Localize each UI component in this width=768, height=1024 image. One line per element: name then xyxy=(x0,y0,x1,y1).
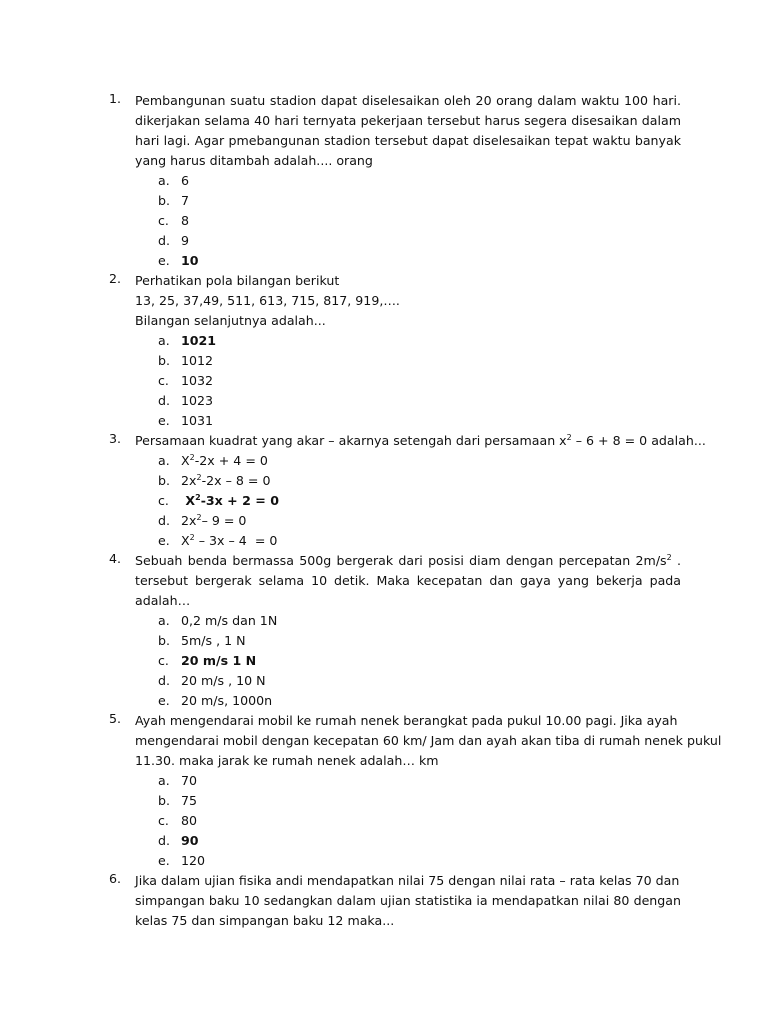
text-segment: X xyxy=(181,493,196,508)
question-number: 2. xyxy=(109,271,122,286)
question-text xyxy=(135,711,722,871)
option-d xyxy=(158,511,681,531)
option-letter: e. xyxy=(158,253,170,268)
question-line: Pembangunan suatu stadion dapat diselesaikan oleh 20 orang dalam waktu 100 hari. xyxy=(135,93,681,108)
option-letter: e. xyxy=(158,693,170,708)
option-letter: c. xyxy=(158,653,169,668)
option-b xyxy=(158,351,681,371)
question-line: adalah… xyxy=(135,593,191,608)
option-text: 80 xyxy=(181,813,198,828)
option-letter: e. xyxy=(158,413,170,428)
option-text: 90 xyxy=(181,833,199,848)
option-e xyxy=(158,851,681,871)
option-d xyxy=(158,831,681,851)
question-text xyxy=(135,271,681,431)
text-segment: -3x + 2 = 0 xyxy=(200,493,279,508)
question-text xyxy=(135,551,681,711)
superscript: 2 xyxy=(196,513,202,522)
option-b xyxy=(158,471,681,491)
text-segment: -2x – 8 = 0 xyxy=(201,473,271,488)
option-text: 120 xyxy=(181,853,206,868)
option-text: 1023 xyxy=(181,393,214,408)
option-text: 20 m/s 1 N xyxy=(181,653,257,668)
question-line: Bilangan selanjutnya adalah... xyxy=(135,313,326,328)
option-letter: b. xyxy=(158,473,170,488)
option-d xyxy=(158,391,681,411)
option-b xyxy=(158,191,681,211)
option-letter: d. xyxy=(158,233,170,248)
option-a xyxy=(158,771,681,791)
option-c xyxy=(158,211,681,231)
option-text: 70 xyxy=(181,773,198,788)
text-segment: X xyxy=(181,533,190,548)
option-text xyxy=(181,473,270,488)
option-text xyxy=(181,533,277,548)
question-number: 3. xyxy=(109,431,122,446)
option-text: 1031 xyxy=(181,413,214,428)
question-number: 6. xyxy=(109,871,122,886)
option-letter: a. xyxy=(158,173,170,188)
option-c xyxy=(158,651,681,671)
option-letter: c. xyxy=(158,493,169,508)
question-line: dikerjakan selama 40 hari ternyata pekerjaan tersebut harus segera disesaikan dalam xyxy=(135,113,681,128)
text-segment: Persamaan kuadrat yang akar – akarnya setengah dari persamaan x xyxy=(135,433,567,448)
text-segment: X xyxy=(181,453,190,468)
option-letter: a. xyxy=(158,773,170,788)
superscript: 2 xyxy=(566,433,572,442)
question-line: yang harus ditambah adalah.... orang xyxy=(135,153,373,168)
question-line xyxy=(135,431,706,451)
option-text: 7 xyxy=(181,193,190,208)
option-letter: c. xyxy=(158,813,169,828)
option-c xyxy=(158,371,681,391)
option-letter: c. xyxy=(158,373,169,388)
option-text: 75 xyxy=(181,793,198,808)
option-text: 6 xyxy=(181,173,190,188)
question-1 xyxy=(109,91,681,271)
question-line: simpangan baku 10 sedangkan dalam ujian statistika ia mendapatkan nilai 80 dengan xyxy=(135,893,681,908)
question-number: 1. xyxy=(109,91,122,106)
option-b xyxy=(158,791,681,811)
question-4 xyxy=(109,551,681,711)
option-letter: d. xyxy=(158,513,170,528)
text-segment: – 3x – 4 = 0 xyxy=(194,533,278,548)
option-e xyxy=(158,531,681,551)
question-line: Jika dalam ujian fisika andi mendapatkan nilai 75 dengan nilai rata – rata kelas 70 dan xyxy=(135,873,680,888)
question-line: hari lagi. Agar pmebangunan stadion tersebut dapat diselesaikan tepat waktu banyak xyxy=(135,133,681,148)
option-letter: b. xyxy=(158,193,170,208)
question-text xyxy=(135,431,706,551)
question-2 xyxy=(109,271,681,431)
option-text: 9 xyxy=(181,233,190,248)
question-line: tersebut bergerak selama 10 detik. Maka kecepatan dan gaya yang bekerja pada xyxy=(135,573,681,588)
option-e xyxy=(158,691,681,711)
option-letter: e. xyxy=(158,853,170,868)
option-text: 0,2 m/s dan 1N xyxy=(181,613,278,628)
question-text xyxy=(135,91,681,271)
option-a xyxy=(158,451,681,471)
option-text: 20 m/s , 10 N xyxy=(181,673,266,688)
option-letter: a. xyxy=(158,453,170,468)
option-letter: c. xyxy=(158,213,169,228)
option-b xyxy=(158,631,681,651)
text-segment: -2x + 4 = 0 xyxy=(194,453,268,468)
option-text: 20 m/s, 1000n xyxy=(181,693,273,708)
text-segment: 2x xyxy=(181,513,197,528)
option-text: 5m/s , 1 N xyxy=(181,633,246,648)
option-letter: a. xyxy=(158,613,170,628)
option-text xyxy=(181,493,279,508)
question-line: 13, 25, 37,49, 511, 613, 715, 817, 919,…. xyxy=(135,293,400,308)
superscript: 2 xyxy=(189,533,195,542)
option-text: 1032 xyxy=(181,373,214,388)
option-c xyxy=(158,811,681,831)
question-number: 4. xyxy=(109,551,122,566)
question-line: Ayah mengendarai mobil ke rumah nenek berangkat pada pukul 10.00 pagi. Jika ayah xyxy=(135,713,678,728)
question-number: 5. xyxy=(109,711,122,726)
option-c xyxy=(158,491,681,511)
question-6 xyxy=(109,871,681,931)
option-e xyxy=(158,251,681,271)
text-segment: 2x xyxy=(181,473,197,488)
option-text: 10 xyxy=(181,253,199,268)
option-letter: b. xyxy=(158,353,170,368)
option-letter: d. xyxy=(158,393,170,408)
option-d xyxy=(158,671,681,691)
question-3 xyxy=(109,431,706,551)
option-text: 1012 xyxy=(181,353,214,368)
question-5 xyxy=(109,711,722,871)
question-line: kelas 75 dan simpangan baku 12 maka... xyxy=(135,913,395,928)
option-letter: b. xyxy=(158,633,170,648)
question-line: 11.30. maka jarak ke rumah nenek adalah… km xyxy=(135,753,439,768)
question-line xyxy=(135,551,681,571)
option-d xyxy=(158,231,681,251)
option-a xyxy=(158,611,681,631)
question-text xyxy=(135,871,681,931)
option-letter: a. xyxy=(158,333,170,348)
option-text xyxy=(181,453,268,468)
option-e xyxy=(158,411,681,431)
text-segment: – 9 = 0 xyxy=(201,513,247,528)
question-line: mengendarai mobil dengan kecepatan 60 km/ Jam dan ayah akan tiba di rumah nenek pukul xyxy=(135,733,722,748)
superscript: 2 xyxy=(196,473,202,482)
option-text: 8 xyxy=(181,213,190,228)
superscript: 2 xyxy=(666,553,672,562)
option-letter: e. xyxy=(158,533,170,548)
option-a xyxy=(158,171,681,191)
superscript: 2 xyxy=(195,493,201,502)
option-letter: b. xyxy=(158,793,170,808)
option-letter: d. xyxy=(158,673,170,688)
question-line: Perhatikan pola bilangan berikut xyxy=(135,273,340,288)
option-letter: d. xyxy=(158,833,170,848)
text-segment: – 6 + 8 = 0 adalah... xyxy=(571,433,706,448)
option-a xyxy=(158,331,681,351)
option-text xyxy=(181,513,246,528)
text-segment: . xyxy=(676,553,681,568)
option-text: 1021 xyxy=(181,333,217,348)
superscript: 2 xyxy=(189,453,195,462)
text-segment: Sebuah benda bermassa 500g bergerak dari posisi diam dengan percepatan 2m/s xyxy=(135,553,667,568)
